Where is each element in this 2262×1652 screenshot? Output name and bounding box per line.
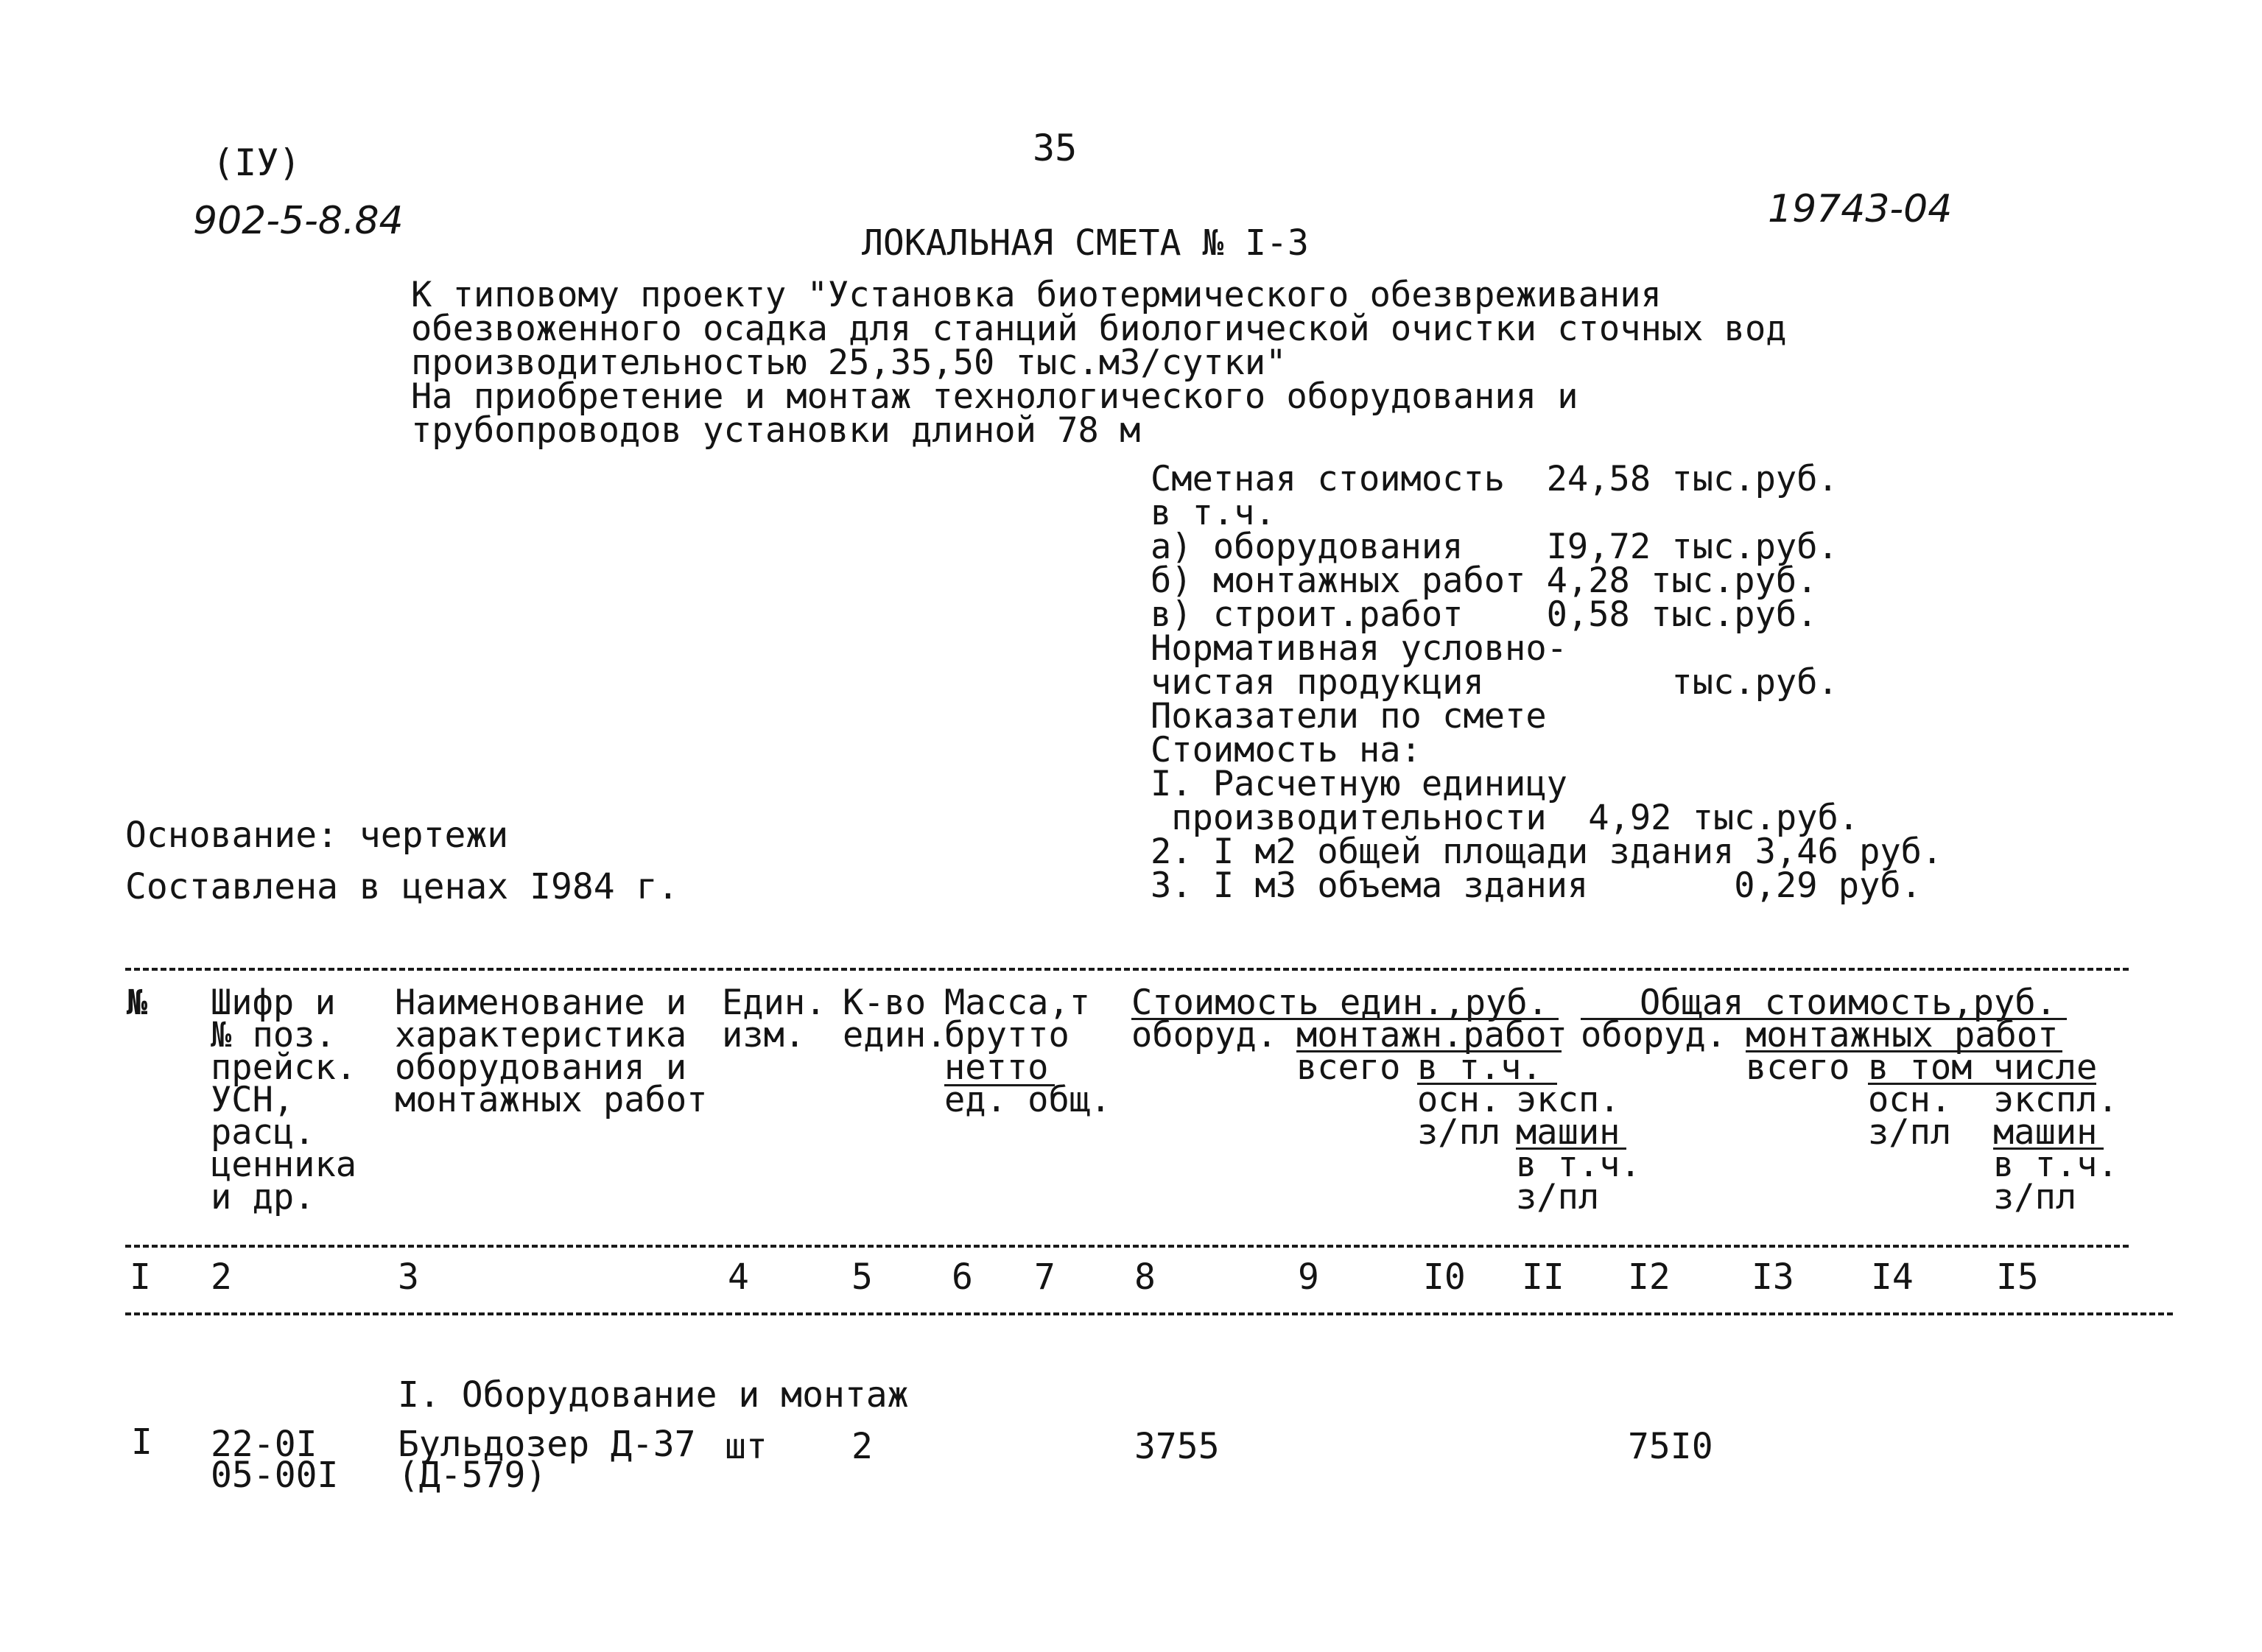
header-line: Масса,т	[944, 983, 1091, 1023]
column-number: 8	[1134, 1256, 1156, 1298]
header-line: в т.ч.	[1516, 1145, 1641, 1185]
intro-line: К типовому проекту "Установка биотермического обезвреживания	[411, 275, 1662, 315]
column-number: II	[1522, 1256, 1564, 1298]
total-cost-title: Общая стоимость,руб.	[1640, 983, 2056, 1023]
unit-cost-osn	[1417, 1080, 1501, 1153]
header-line: ед. общ.	[944, 1080, 1111, 1120]
header-line: изм.	[722, 1015, 806, 1055]
intro-line: обезвоженного осадка для станций биологической очистки сточных вод	[411, 309, 1787, 349]
col-header-no: №	[127, 983, 148, 1023]
column-number: 4	[728, 1256, 749, 1298]
header-line: машин	[1516, 1112, 1620, 1153]
intro-line: На приобретение и монтаж технологического оборудования и	[411, 376, 1578, 417]
page-number: 35	[1033, 127, 1078, 169]
column-numbers-bottom-rule	[125, 1312, 2173, 1315]
price-base-text: Составлена в ценах I984 г.	[125, 866, 679, 907]
header-line: ценника	[211, 1145, 357, 1185]
col-header-code	[211, 983, 357, 1217]
header-line: Наименование и	[395, 983, 687, 1023]
column-number: 7	[1034, 1256, 1056, 1298]
header-line: брутто	[944, 1015, 1069, 1055]
section-title: I. Оборудование и монтаж	[398, 1374, 909, 1416]
header-line: эксп.	[1516, 1080, 1620, 1120]
total-cost-equip: оборуд.	[1581, 1015, 1727, 1055]
header-line: з/пл	[1417, 1112, 1501, 1153]
row-qty: 2	[851, 1426, 873, 1467]
underline	[1993, 1147, 2104, 1150]
header-line: осн.	[1868, 1080, 1952, 1120]
intro-block	[411, 275, 1787, 451]
row-number: I	[131, 1421, 152, 1463]
header-line: осн.	[1417, 1080, 1501, 1120]
row-name: Бульдозер Д-37	[398, 1424, 696, 1465]
handwritten-code-right: 19743-04	[1768, 187, 1953, 231]
header-line: Шифр и	[211, 983, 336, 1023]
header-line: оборудования и	[395, 1047, 687, 1088]
row-name: (Д-579)	[398, 1455, 547, 1496]
intro-line: трубопроводов установки длиной 78 м	[411, 410, 1141, 451]
cost-line: Стоимость на:	[1151, 730, 1422, 770]
total-cost-mount: монтажных работ	[1746, 1015, 2059, 1055]
cost-line: Нормативная условно-	[1151, 628, 1567, 669]
header-line: К-во	[843, 983, 927, 1023]
cost-line: производительности 4,92 тыс.руб.	[1151, 798, 1860, 838]
header-line: характеристика	[395, 1015, 687, 1055]
header-line: машин	[1993, 1112, 2098, 1153]
col-header-name	[395, 983, 708, 1120]
unit-cost-mount: монтажн.работ	[1296, 1015, 1567, 1055]
col-header-qty	[843, 983, 947, 1055]
total-cost-incl: в том числе	[1868, 1047, 2098, 1088]
row-code: 22-0I	[211, 1424, 317, 1465]
cost-line: 2. I м2 общей площади здания 3,46 руб.	[1151, 832, 1943, 872]
header-line: прейск.	[211, 1047, 357, 1088]
header-bottom-rule	[125, 1245, 2129, 1248]
cost-line: в т.ч.	[1151, 493, 1276, 533]
header-line: экспл.	[1993, 1080, 2118, 1120]
unit-cost-equip: оборуд.	[1131, 1015, 1278, 1055]
column-number: I0	[1423, 1256, 1466, 1298]
header-line: УСН,	[211, 1080, 295, 1120]
header-line: з/пл	[1993, 1177, 2077, 1217]
header-line: и др.	[211, 1177, 315, 1217]
column-number: I	[130, 1256, 151, 1298]
cost-line: I. Расчетную единицу	[1151, 764, 1567, 804]
cost-line: б) монтажных работ 4,28 тыс.руб.	[1151, 560, 1818, 601]
header-line: № поз.	[211, 1015, 336, 1055]
header-line: Един.	[722, 983, 826, 1023]
row-total-equip-cost: 75I0	[1628, 1426, 1713, 1467]
cost-line: Сметная стоимость 24,58 тыс.руб.	[1151, 459, 1838, 499]
underline	[1516, 1147, 1626, 1150]
cost-line: а) оборудования I9,72 тыс.руб.	[1151, 527, 1838, 567]
header-line: расц.	[211, 1112, 315, 1153]
column-number: I5	[1996, 1256, 2039, 1298]
cost-line: Показатели по смете	[1151, 696, 1547, 737]
intro-line: производительностью 25,35,50 тыс.м3/сутки"	[411, 342, 1287, 383]
column-number: 2	[211, 1256, 232, 1298]
total-cost-total: всего	[1746, 1047, 1850, 1088]
table-top-rule	[125, 968, 2129, 971]
header-line: един.	[843, 1015, 947, 1055]
column-number: 3	[398, 1256, 419, 1298]
underline	[944, 1084, 1055, 1086]
column-number: I3	[1752, 1256, 1794, 1298]
unit-cost-total: всего	[1296, 1047, 1401, 1088]
header-line: з/пл	[1868, 1112, 1952, 1153]
column-number: 5	[851, 1256, 873, 1298]
corner-mark: (ІУ)	[212, 141, 301, 184]
cost-summary	[1151, 459, 1943, 906]
cost-line: чистая продукция тыс.руб.	[1151, 662, 1838, 703]
cost-line: 3. I м3 объема здания 0,29 руб.	[1151, 865, 1922, 906]
unit-cost-title: Стоимость един.,руб.	[1131, 983, 1548, 1023]
document-title: ЛОКАЛЬНАЯ СМЕТА № I-3	[862, 222, 1309, 264]
handwritten-code-left: 902-5-8.84	[193, 199, 404, 243]
header-line: нетто	[944, 1047, 1049, 1088]
basis-text: Основание: чертежи	[125, 815, 509, 856]
column-number: I2	[1628, 1256, 1671, 1298]
row-unit-equip-cost: 3755	[1134, 1426, 1220, 1467]
col-header-unit	[722, 983, 826, 1055]
row-unit: шт	[725, 1426, 768, 1467]
header-line: з/пл	[1516, 1177, 1600, 1217]
row-code: 05-00I	[211, 1455, 339, 1496]
column-number: 9	[1298, 1256, 1319, 1298]
unit-cost-incl: в т.ч.	[1417, 1047, 1542, 1088]
header-line: монтажных работ	[395, 1080, 708, 1120]
cost-line: в) строит.работ 0,58 тыс.руб.	[1151, 594, 1818, 635]
col-header-mass	[944, 983, 1111, 1120]
header-line: в т.ч.	[1993, 1145, 2118, 1185]
total-cost-osn	[1868, 1080, 1952, 1153]
column-number: 6	[952, 1256, 973, 1298]
column-number: I4	[1871, 1256, 1914, 1298]
